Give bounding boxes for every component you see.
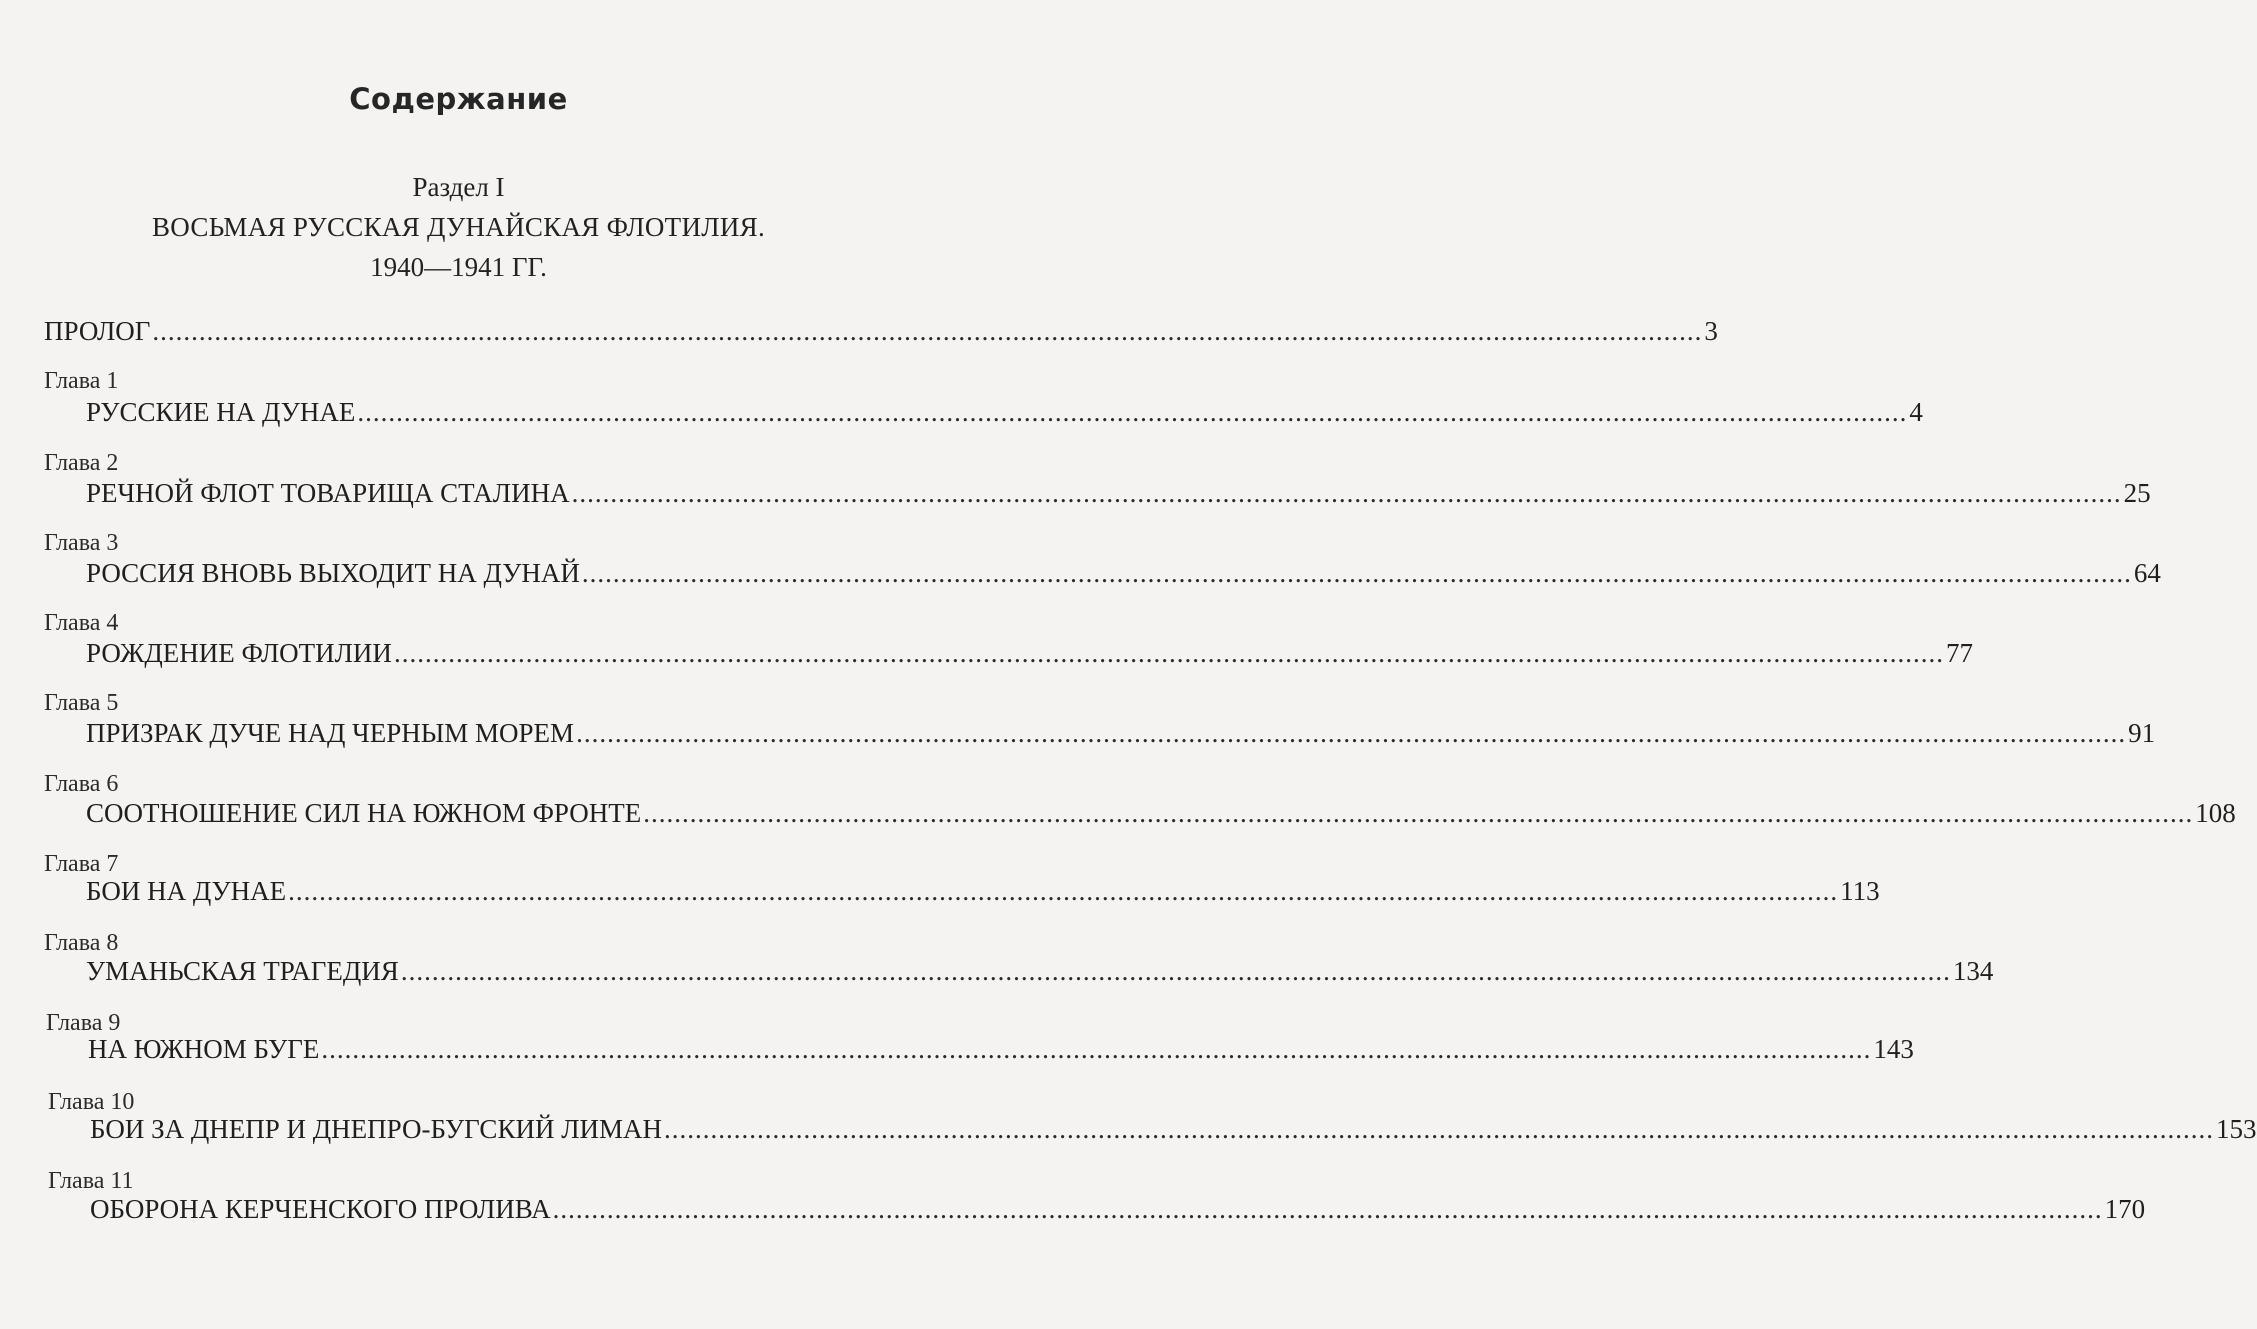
toc-entry-page: 4	[1909, 397, 1923, 427]
toc-entry-page: 153	[2216, 1114, 2257, 1144]
leader-dots: ........................................................................................................................................................................................................	[321, 1034, 1872, 1064]
toc-entry-page: 134	[1952, 956, 1994, 986]
toc-entry-page: 170	[2104, 1194, 2146, 1224]
chapter-label: Глава 1	[44, 368, 119, 394]
chapter-label: Глава 5	[44, 690, 119, 716]
leader-dots: ........................................................................................................................................................................................................	[571, 478, 2122, 508]
leader-dots: ........................................................................................................................................................................................................	[152, 316, 1703, 346]
toc-entry-title: УМАНЬСКАЯ ТРАГЕДИЯ	[86, 956, 399, 986]
toc-entry-page: 25	[2123, 478, 2151, 508]
chapter-label: Глава 9	[46, 1010, 121, 1036]
section-title: ВОСЬМАЯ РУССКАЯ ДУНАЙСКАЯ ФЛОТИЛИЯ.	[151, 212, 766, 242]
toc-entry[interactable]	[86, 876, 1880, 907]
toc-entry[interactable]	[86, 558, 2161, 589]
chapter-label: Глава 7	[44, 851, 119, 877]
chapter-label: Глава 4	[44, 610, 119, 636]
toc-entry-title: РОССИЯ ВНОВЬ ВЫХОДИТ НА ДУНАЙ	[86, 558, 580, 588]
toc-entry[interactable]	[86, 397, 1923, 428]
toc-entry-title: БОИ НА ДУНАЕ	[86, 876, 287, 906]
toc-entry[interactable]	[90, 1114, 2257, 1145]
leader-dots: ........................................................................................................................................................................................................	[664, 1114, 2215, 1144]
leader-dots: ........................................................................................................................................................................................................	[576, 718, 2127, 748]
leader-dots: ........................................................................................................................................................................................................	[288, 876, 1839, 906]
leader-dots: ........................................................................................................................................................................................................	[357, 397, 1908, 427]
chapter-label: Глава 3	[44, 530, 119, 556]
chapter-label: Глава 2	[44, 450, 119, 476]
leader-dots: ........................................................................................................................................................................................................	[552, 1194, 2103, 1224]
toc-entry-page: 77	[1945, 638, 1973, 668]
toc-entry-page: 108	[2195, 798, 2236, 828]
chapter-label: Глава 10	[48, 1089, 135, 1115]
leader-dots: ........................................................................................................................................................................................................	[400, 956, 1951, 986]
chapter-label: Глава 8	[44, 930, 119, 956]
toc-entry-page: 143	[1873, 1034, 1914, 1064]
toc-entry[interactable]	[86, 478, 2151, 509]
chapter-label: Глава 11	[48, 1168, 134, 1194]
toc-entry-title: СООТНОШЕНИЕ СИЛ НА ЮЖНОМ ФРОНТЕ	[86, 798, 642, 828]
section-label: Раздел I	[412, 172, 505, 202]
toc-entry[interactable]	[88, 1034, 1914, 1065]
toc-entry-page: 64	[2133, 558, 2161, 588]
chapter-label: Глава 6	[44, 771, 119, 797]
toc-entry-page: 113	[1840, 876, 1880, 906]
section-years: 1940—1941 ГГ.	[370, 252, 547, 282]
toc-entry-title: ПРОЛОГ	[44, 316, 151, 346]
toc-entry[interactable]	[86, 798, 2236, 829]
page-title: Содержание	[349, 82, 568, 116]
leader-dots: ........................................................................................................................................................................................................	[393, 638, 1944, 668]
toc-entry[interactable]	[86, 956, 1994, 987]
toc-entry-prologue[interactable]	[44, 316, 1718, 347]
toc-entry-title: РУССКИЕ НА ДУНАЕ	[86, 397, 356, 427]
toc-entry[interactable]	[86, 718, 2156, 749]
toc-entry-title: БОИ ЗА ДНЕПР И ДНЕПРО-БУГСКИЙ ЛИМАН	[90, 1114, 663, 1144]
toc-entry-title: ПРИЗРАК ДУЧЕ НАД ЧЕРНЫМ МОРЕМ	[86, 718, 575, 748]
toc-entry[interactable]	[86, 638, 1973, 669]
leader-dots: ........................................................................................................................................................................................................	[643, 798, 2194, 828]
leader-dots: ........................................................................................................................................................................................................	[581, 558, 2132, 588]
toc-entry-title: РЕЧНОЙ ФЛОТ ТОВАРИЩА СТАЛИНА	[86, 478, 570, 508]
toc-entry-page: 91	[2128, 718, 2156, 748]
toc-entry-title: РОЖДЕНИЕ ФЛОТИЛИИ	[86, 638, 392, 668]
toc-entry-title: ОБОРОНА КЕРЧЕНСКОГО ПРОЛИВА	[90, 1194, 551, 1224]
toc-entry[interactable]	[90, 1194, 2146, 1225]
toc-entry-title: НА ЮЖНОМ БУГЕ	[88, 1034, 320, 1064]
toc-entry-page: 3	[1704, 316, 1718, 346]
